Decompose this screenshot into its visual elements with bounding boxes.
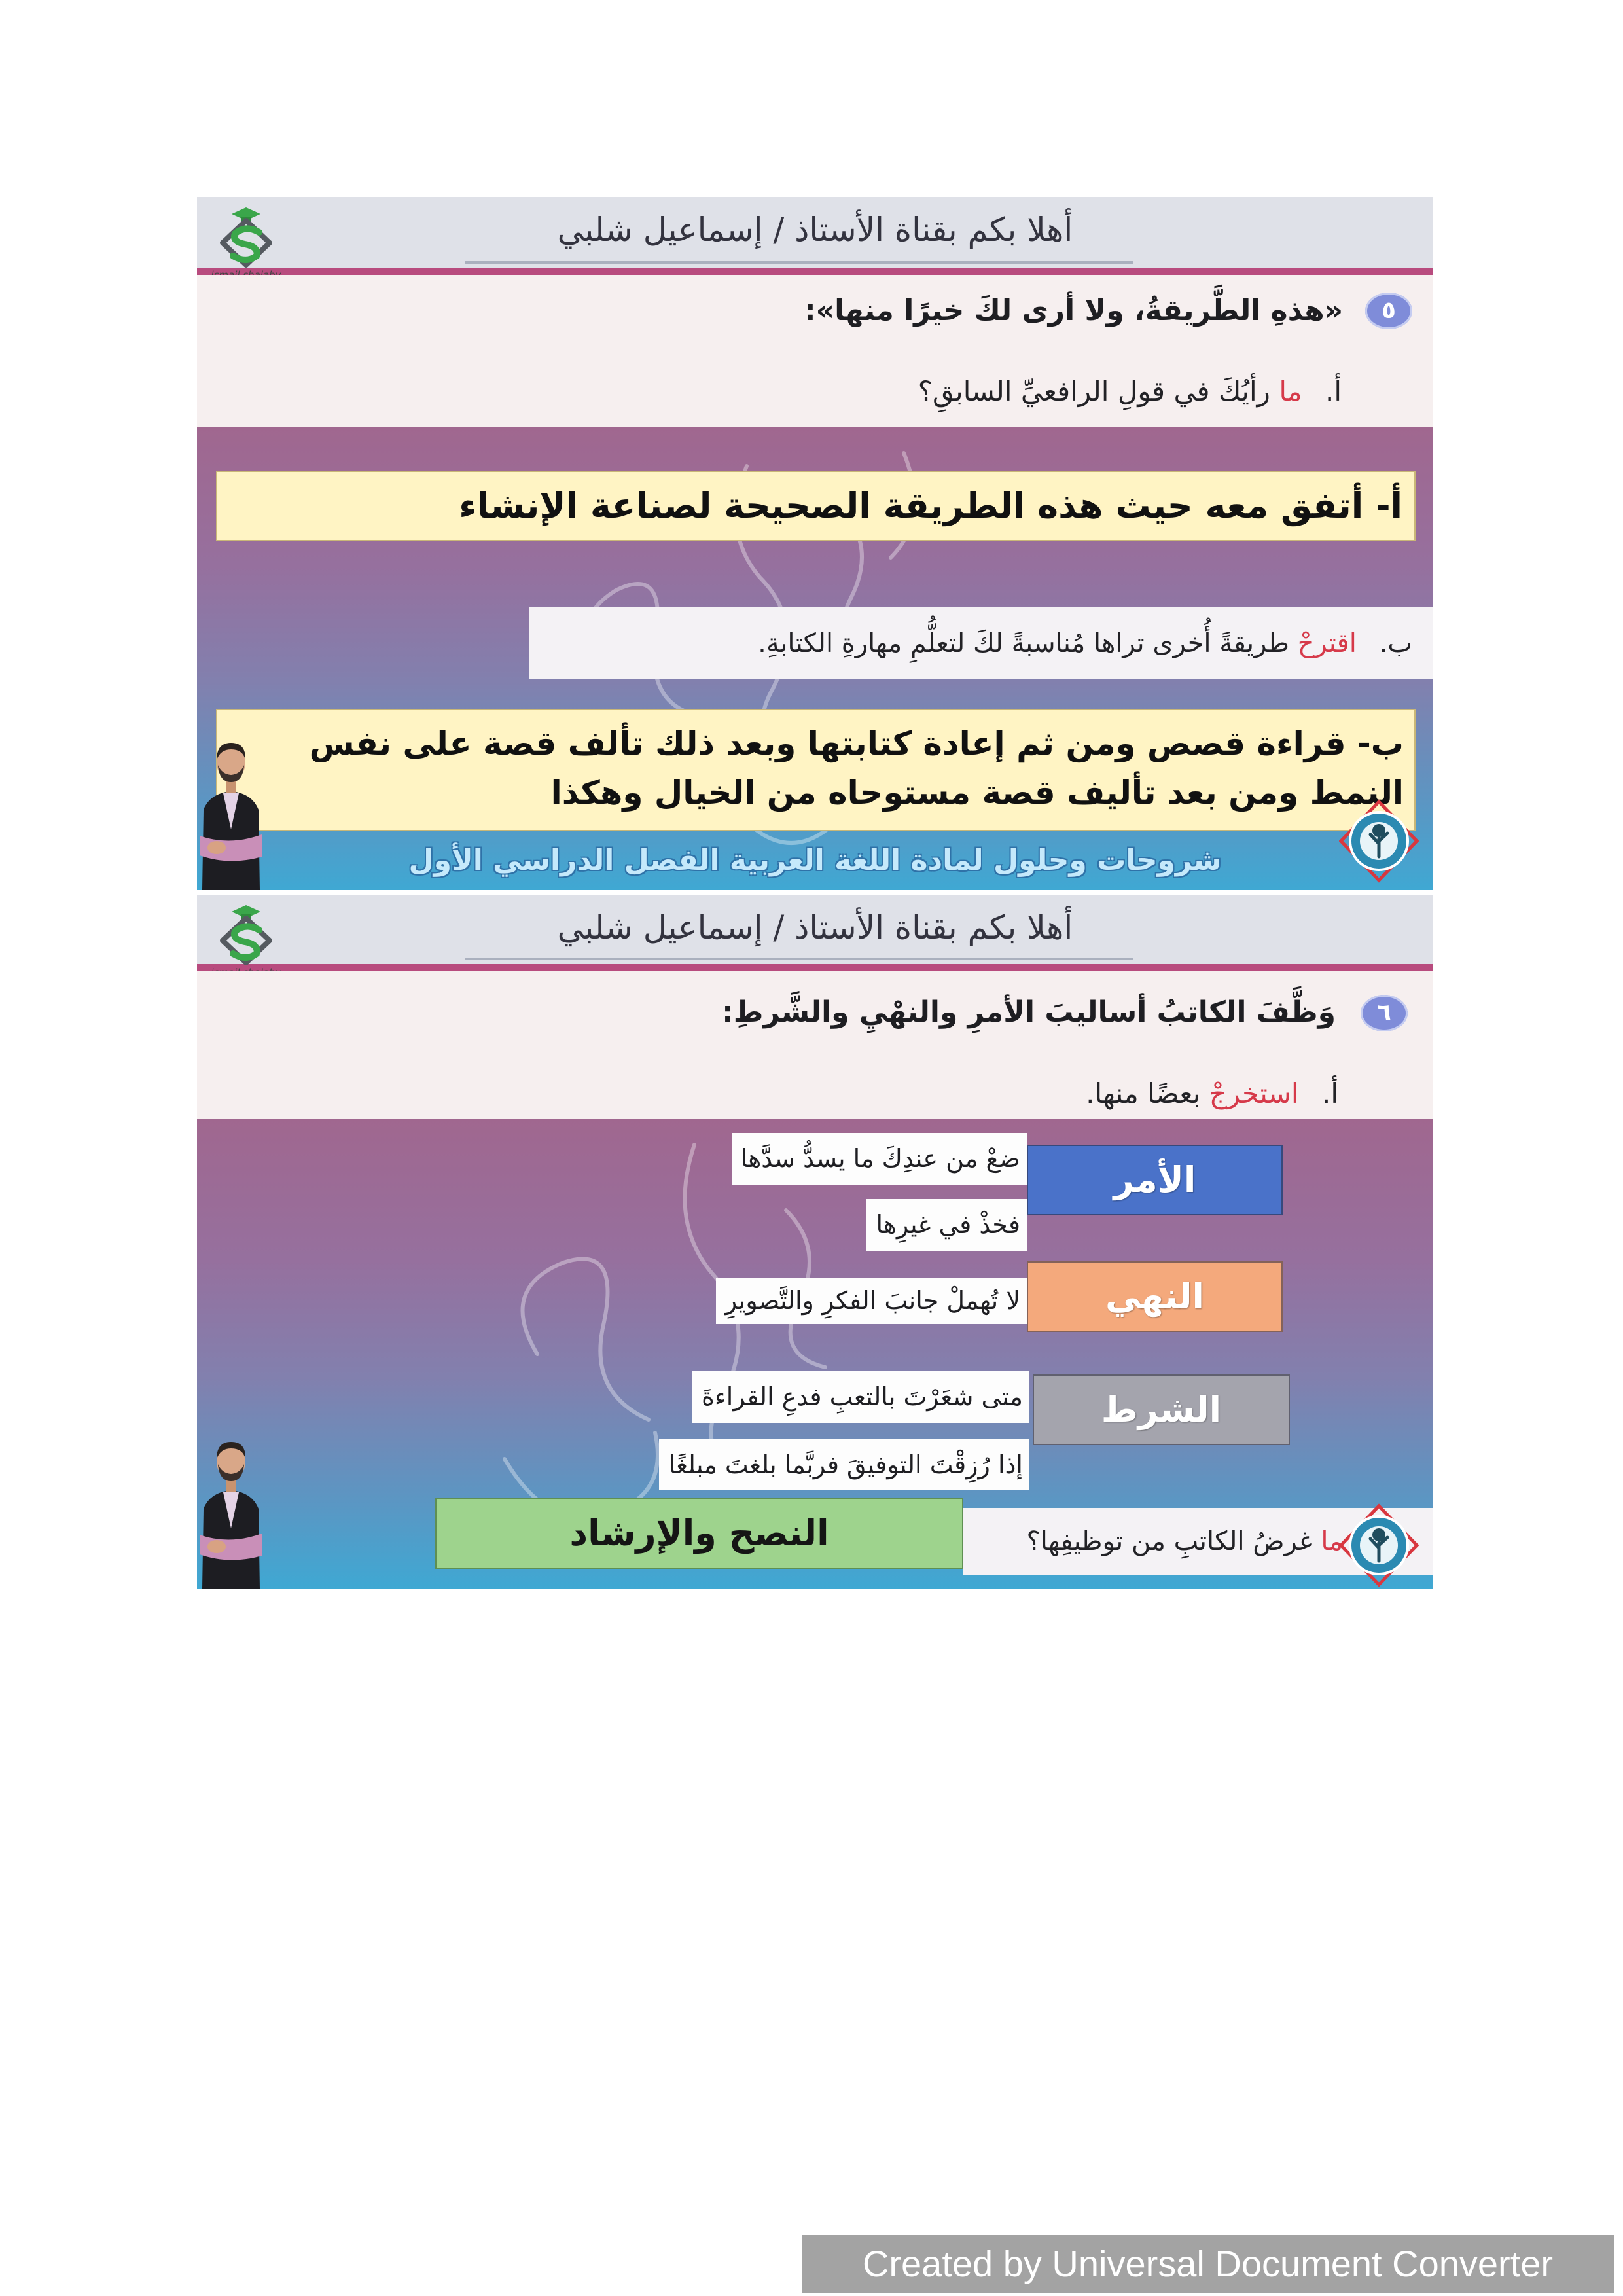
sub-question-label: أ.	[1325, 375, 1342, 407]
example-amr-2: فخذْ في غيرِها	[866, 1199, 1027, 1251]
sub-question-text: غرضُ الكاتبِ من توظيفِها؟	[1026, 1526, 1313, 1556]
style-label-nahy: النهي	[1027, 1261, 1283, 1332]
sub-question-label: أ.	[1321, 1077, 1338, 1109]
sub-question-a	[918, 372, 1342, 411]
slide-question-5	[197, 197, 1433, 890]
accent-bar	[197, 268, 1433, 275]
style-label-shart: الشرط	[1033, 1374, 1290, 1445]
sub-question-text: طريقةً أُخرى تراها مُناسبةً لكَ لتعلُّمِ مهارةِ الكتابةِ.	[758, 628, 1289, 658]
channel-title: أهلا بكم بقناة الأستاذ / إسماعيل شلبي	[557, 211, 1073, 249]
sub-question-b	[529, 607, 1433, 679]
slide-header	[197, 895, 1433, 964]
teacher-photo-icon	[197, 1430, 264, 1589]
question-text: وَظَّفَ الكاتبُ أساليبَ الأمرِ والنهْيِ والشَّرطِ:	[722, 996, 1336, 1029]
accent-bar	[197, 964, 1433, 971]
example-shart-2: إذا رُزِقْتَ التوفيقَ فربَّما بلغتَ مبلغًا	[659, 1439, 1029, 1490]
converter-watermark-banner: Created by Universal Document Converter	[802, 2235, 1614, 2293]
style-label-amr: الأمر	[1027, 1145, 1283, 1215]
slide-question-6	[197, 895, 1433, 1589]
example-shart-1: متى شعَرْتَ بالتعبِ فدعِ القراءةَ	[692, 1371, 1029, 1423]
channel-logo-icon	[205, 897, 287, 980]
sub-question-text: بعضًا منها.	[1086, 1077, 1201, 1109]
question-number-badge: ٦	[1361, 995, 1408, 1031]
teacher-photo-icon	[197, 731, 264, 890]
answer-b-box: ب- قراءة قصص ومن ثم إعادة كتابتها وبعد ذلك تألف قصة على نفس النمط ومن بعد تأليف قصة مستوحاه من الخيال وهكذا	[216, 709, 1416, 831]
answer-b-box: النصح والإرشاد	[435, 1498, 963, 1569]
title-underline	[465, 261, 1133, 264]
title-underline	[465, 958, 1133, 960]
example-nahy-1: لا تُهملْ جانبَ الفكرِ والتَّصويرِ	[716, 1278, 1027, 1324]
school-badge-icon	[1339, 1503, 1419, 1587]
slide-header	[197, 197, 1433, 268]
channel-title: أهلا بكم بقناة الأستاذ / إسماعيل شلبي	[557, 908, 1073, 946]
channel-logo-icon	[205, 200, 287, 282]
sub-question-a	[1086, 1074, 1338, 1113]
sub-question-keyword: اقترحْ	[1297, 628, 1357, 658]
school-badge-icon	[1339, 799, 1419, 883]
question-text: «هذهِ الطَّريقةُ، ولا أرى لكَ خيرًا منها»:	[804, 294, 1343, 327]
sub-question-keyword: استخرجْ	[1209, 1077, 1299, 1109]
slide-footer-text: شروحات وحلول لمادة اللغة العربية الفصل الدراسي الأول	[408, 844, 1222, 877]
answer-a-box: أ- أتفق معه حيث هذه الطريقة الصحيحة لصناعة الإنشاء	[216, 471, 1416, 541]
sub-question-text: رأيُكَ في قولِ الرافعيِّ السابقِ؟	[918, 375, 1270, 407]
question-number-badge: ٥	[1365, 293, 1412, 329]
sub-question-label: ب.	[1379, 628, 1412, 658]
sub-question-keyword: ما	[1321, 1526, 1343, 1556]
example-amr-1: ضعْ من عندِكَ ما يسدُّ سدَّها	[732, 1133, 1027, 1185]
sub-question-keyword: ما	[1279, 375, 1302, 407]
